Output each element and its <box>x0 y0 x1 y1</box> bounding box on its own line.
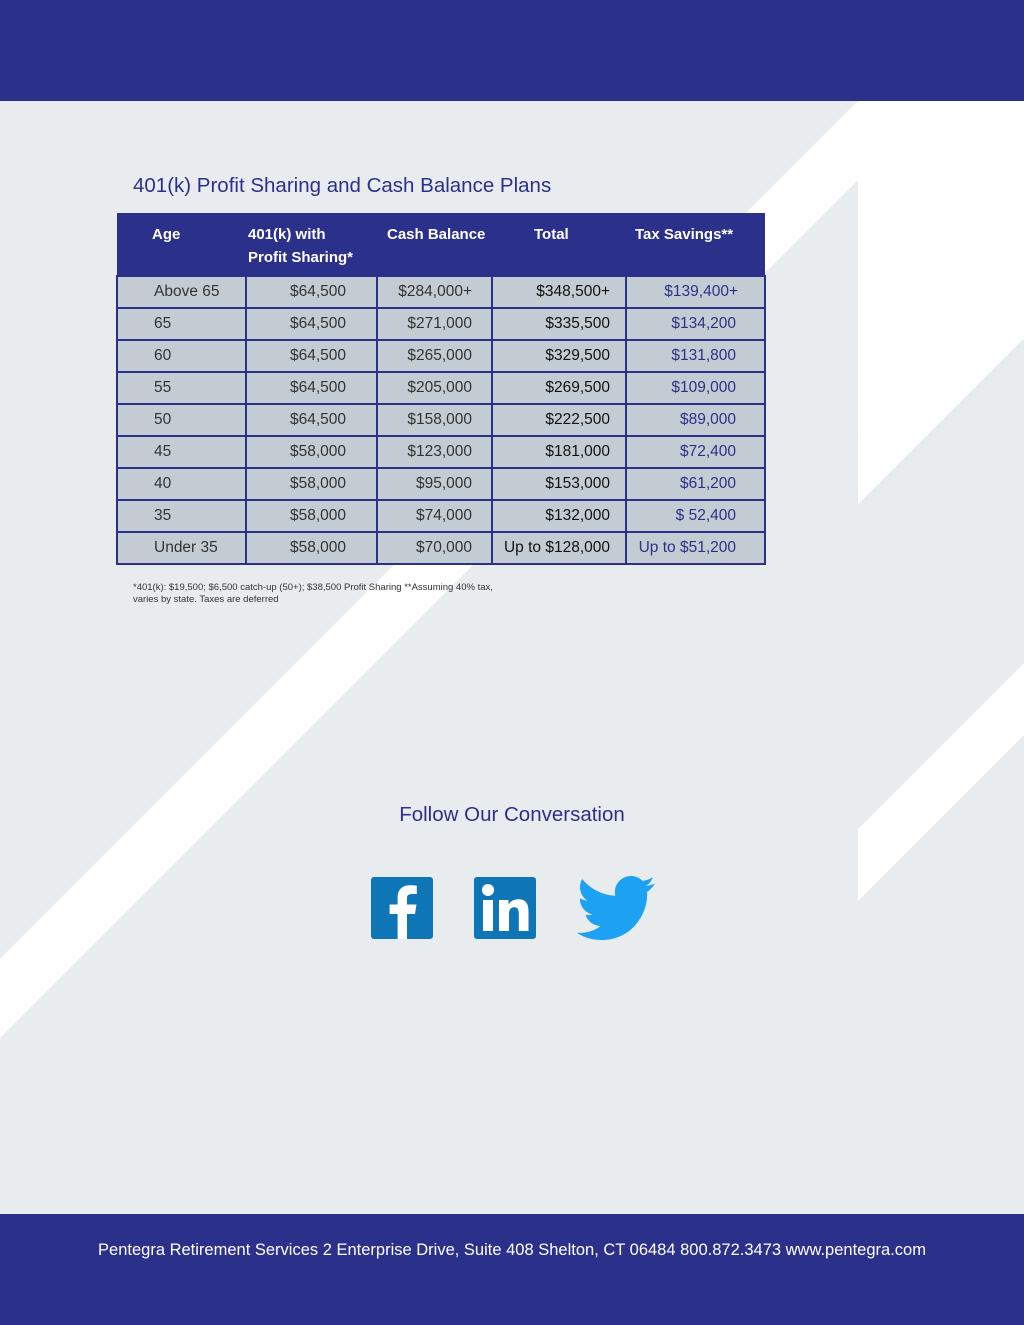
cell-cash-balance: $95,000 <box>377 468 492 500</box>
cell-profit-sharing: $58,000 <box>246 532 377 564</box>
cell-tax-savings: $72,400 <box>626 436 765 468</box>
cell-total: Up to $128,000 <box>492 532 626 564</box>
table-header-row <box>117 213 765 276</box>
cell-tax-savings: $61,200 <box>626 468 765 500</box>
cell-total: $132,000 <box>492 500 626 532</box>
table-row <box>117 372 765 404</box>
cell-profit-sharing: $58,000 <box>246 500 377 532</box>
cell-age: 40 <box>117 468 246 500</box>
header-age: Age <box>117 213 246 276</box>
cell-profit-sharing: $58,000 <box>246 468 377 500</box>
header-profit-sharing: 401(k) with Profit Sharing* <box>246 213 377 276</box>
footer-bar <box>0 1214 1024 1325</box>
cell-total: $153,000 <box>492 468 626 500</box>
cell-total: $348,500+ <box>492 276 626 308</box>
cell-cash-balance: $74,000 <box>377 500 492 532</box>
cell-tax-savings: $89,000 <box>626 404 765 436</box>
cell-cash-balance: $271,000 <box>377 308 492 340</box>
cell-total: $329,500 <box>492 340 626 372</box>
cell-profit-sharing: $64,500 <box>246 276 377 308</box>
cell-profit-sharing: $64,500 <box>246 340 377 372</box>
header-tax-savings: Tax Savings** <box>626 213 765 276</box>
cell-age: 35 <box>117 500 246 532</box>
table-row <box>117 276 765 308</box>
header-total: Total <box>492 213 626 276</box>
table-row <box>117 340 765 372</box>
cell-age: 45 <box>117 436 246 468</box>
cell-tax-savings: $139,400+ <box>626 276 765 308</box>
header-cash-balance: Cash Balance <box>377 213 492 276</box>
twitter-icon[interactable] <box>576 876 656 944</box>
cell-total: $269,500 <box>492 372 626 404</box>
header-bar <box>0 0 1024 101</box>
table-row <box>117 308 765 340</box>
table-row <box>117 404 765 436</box>
cell-cash-balance: $123,000 <box>377 436 492 468</box>
cell-profit-sharing: $64,500 <box>246 372 377 404</box>
cell-age: 50 <box>117 404 246 436</box>
footer-contact-text: Pentegra Retirement Services 2 Enterprise Drive, Suite 408 Shelton, CT 06484 800.872.3473 www.pentegra.com <box>98 1241 926 1259</box>
cell-cash-balance: $158,000 <box>377 404 492 436</box>
cell-tax-savings: Up to $51,200 <box>626 532 765 564</box>
facebook-icon[interactable] <box>371 877 433 939</box>
cell-tax-savings: $131,800 <box>626 340 765 372</box>
cell-tax-savings: $134,200 <box>626 308 765 340</box>
table-row <box>117 436 765 468</box>
cell-age: 65 <box>117 308 246 340</box>
cell-total: $222,500 <box>492 404 626 436</box>
table-row <box>117 532 765 564</box>
cell-cash-balance: $205,000 <box>377 372 492 404</box>
cell-cash-balance: $70,000 <box>377 532 492 564</box>
table-row <box>117 468 765 500</box>
cell-total: $181,000 <box>492 436 626 468</box>
cell-profit-sharing: $58,000 <box>246 436 377 468</box>
follow-heading: Follow Our Conversation <box>399 803 625 826</box>
table-footnote: *401(k): $19,500; $6,500 catch-up (50+); $38,500 Profit Sharing **Assuming 40% tax, varies by state. Taxes are deferred <box>133 582 493 605</box>
cell-cash-balance: $265,000 <box>377 340 492 372</box>
table-row <box>117 500 765 532</box>
linkedin-icon[interactable] <box>474 877 536 939</box>
cell-age: 55 <box>117 372 246 404</box>
plan-comparison-table <box>116 213 766 565</box>
cell-age: Above 65 <box>117 276 246 308</box>
cell-total: $335,500 <box>492 308 626 340</box>
cell-age: 60 <box>117 340 246 372</box>
cell-profit-sharing: $64,500 <box>246 308 377 340</box>
cell-age: Under 35 <box>117 532 246 564</box>
cell-tax-savings: $109,000 <box>626 372 765 404</box>
cell-cash-balance: $284,000+ <box>377 276 492 308</box>
table-title: 401(k) Profit Sharing and Cash Balance Plans <box>133 174 552 197</box>
cell-tax-savings: $ 52,400 <box>626 500 765 532</box>
cell-profit-sharing: $64,500 <box>246 404 377 436</box>
